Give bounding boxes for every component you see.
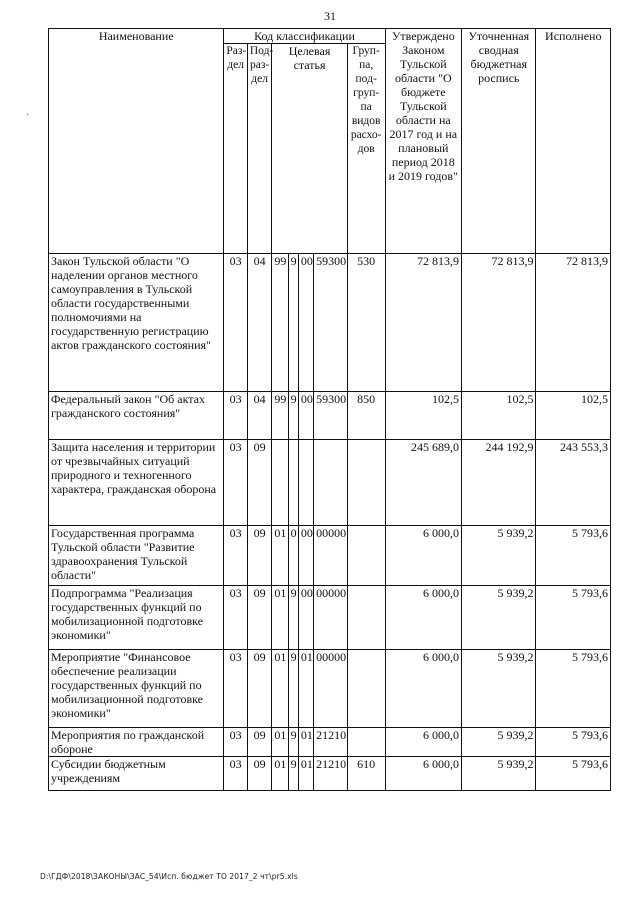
header-podrazdel: Под-раз-дел [247, 44, 271, 254]
row-name: Федеральный закон "Об актах гражданского состояния" [49, 392, 224, 440]
table-row [49, 586, 611, 650]
row-target-direction: 59300 [314, 392, 348, 440]
row-target-direction: 21210 [314, 728, 348, 757]
header-approved: Утверждено Законом Тульской области "О бюджете Тульской области на 2017 год и на плановый период 2018 и 2019 годов" [385, 29, 461, 254]
row-executed: 72 813,9 [536, 254, 611, 392]
row-target-subprogram: 9 [288, 728, 298, 757]
row-podrazdel: 09 [247, 586, 271, 650]
row-approved: 6 000,0 [385, 526, 461, 586]
row-name: Государственная программа Тульской области "Развитие здравоохранения Тульской области" [49, 526, 224, 586]
row-target-event: 00 [298, 586, 313, 650]
row-target-event: 00 [298, 392, 313, 440]
row-executed: 5 793,6 [536, 757, 611, 791]
row-target-subprogram: 9 [288, 757, 298, 791]
row-podrazdel: 09 [247, 728, 271, 757]
row-podrazdel: 04 [247, 254, 271, 392]
row-target-event: 00 [298, 254, 313, 392]
file-path-footer: D:\ГДФ\2018\ЗАКОНЫ\ЗАС_54\Исп. бюджет ТО 2017_2 чт\pr5.xls [40, 872, 298, 881]
row-executed: 5 793,6 [536, 650, 611, 728]
row-expense-group: 610 [347, 757, 385, 791]
row-target-program: 01 [272, 757, 288, 791]
row-razdel: 03 [224, 392, 247, 440]
row-target-subprogram [288, 440, 298, 526]
table-row [49, 392, 611, 440]
row-target-event: 01 [298, 728, 313, 757]
table-row [49, 526, 611, 586]
header-target: Целевая статья [272, 44, 347, 254]
row-expense-group [347, 650, 385, 728]
row-approved: 6 000,0 [385, 650, 461, 728]
row-razdel: 03 [224, 526, 247, 586]
row-expense-group [347, 728, 385, 757]
page-number: 31 [324, 9, 336, 23]
row-target-subprogram: 0 [288, 526, 298, 586]
table-row [49, 757, 611, 791]
header-group: Груп-па, под-груп-па видов расхо-дов [347, 44, 385, 254]
row-target-program: 99 [272, 254, 288, 392]
row-target-subprogram: 9 [288, 392, 298, 440]
row-podrazdel: 09 [247, 757, 271, 791]
table-row [49, 440, 611, 526]
row-refined: 5 939,2 [462, 586, 536, 650]
row-approved: 6 000,0 [385, 757, 461, 791]
row-target-event [298, 440, 313, 526]
row-executed: 102,5 [536, 392, 611, 440]
header-classification: Код классификации [224, 29, 385, 44]
row-refined: 72 813,9 [462, 254, 536, 392]
row-expense-group [347, 526, 385, 586]
row-target-program: 01 [272, 728, 288, 757]
row-refined: 5 939,2 [462, 650, 536, 728]
row-approved: 6 000,0 [385, 728, 461, 757]
row-target-event: 01 [298, 650, 313, 728]
row-target-subprogram: 9 [288, 650, 298, 728]
row-target-direction: 00000 [314, 526, 348, 586]
row-executed: 5 793,6 [536, 728, 611, 757]
row-name: Подпрограмма "Реализация государственных функций по мобилизационной подготовке экономики" [49, 586, 224, 650]
row-expense-group: 850 [347, 392, 385, 440]
row-target-event: 01 [298, 757, 313, 791]
stray-mark: ' [27, 112, 29, 122]
row-name: Защита населения и территории от чрезвычайных ситуаций природного и техногенного характера, гражданская оборона [49, 440, 224, 526]
header-executed: Исполнено [536, 29, 611, 254]
row-podrazdel: 09 [247, 526, 271, 586]
row-name: Мероприятия по гражданской обороне [49, 728, 224, 757]
header-refined: Уточненная сводная бюджетная роспись [462, 29, 536, 254]
row-target-direction: 59300 [314, 254, 348, 392]
row-target-event: 00 [298, 526, 313, 586]
row-target-program: 01 [272, 586, 288, 650]
row-name: Субсидии бюджетным учреждениям [49, 757, 224, 791]
row-expense-group: 530 [347, 254, 385, 392]
row-approved: 72 813,9 [385, 254, 461, 392]
row-refined: 5 939,2 [462, 728, 536, 757]
row-podrazdel: 09 [247, 440, 271, 526]
row-razdel: 03 [224, 440, 247, 526]
row-podrazdel: 04 [247, 392, 271, 440]
budget-table [48, 28, 611, 791]
table-row [49, 728, 611, 757]
row-expense-group [347, 586, 385, 650]
row-name: Закон Тульской области "О наделении органов местного самоуправления в Тульской области государственными полномочиями на государственную регистрацию актов гражданского состояния" [49, 254, 224, 392]
row-approved: 6 000,0 [385, 586, 461, 650]
table-row [49, 650, 611, 728]
row-target-subprogram: 9 [288, 254, 298, 392]
row-name: Мероприятие "Финансовое обеспечение реализации государственных функций по мобилизационной подготовке экономики" [49, 650, 224, 728]
row-razdel: 03 [224, 650, 247, 728]
row-executed: 5 793,6 [536, 586, 611, 650]
row-target-direction: 00000 [314, 586, 348, 650]
header-name: Наименование [49, 29, 224, 254]
row-target-program: 99 [272, 392, 288, 440]
row-approved: 102,5 [385, 392, 461, 440]
row-target-program: 01 [272, 650, 288, 728]
row-refined: 5 939,2 [462, 526, 536, 586]
row-target-subprogram: 9 [288, 586, 298, 650]
row-target-direction: 21210 [314, 757, 348, 791]
row-approved: 245 689,0 [385, 440, 461, 526]
row-razdel: 03 [224, 757, 247, 791]
table-row [49, 254, 611, 392]
row-target-program: 01 [272, 526, 288, 586]
row-refined: 5 939,2 [462, 757, 536, 791]
row-target-program [272, 440, 288, 526]
row-razdel: 03 [224, 728, 247, 757]
row-razdel: 03 [224, 254, 247, 392]
row-expense-group [347, 440, 385, 526]
header-razdel: Раз-дел [224, 44, 247, 254]
row-refined: 244 192,9 [462, 440, 536, 526]
row-target-direction: 00000 [314, 650, 348, 728]
row-executed: 5 793,6 [536, 526, 611, 586]
row-refined: 102,5 [462, 392, 536, 440]
row-razdel: 03 [224, 586, 247, 650]
row-target-direction [314, 440, 348, 526]
row-podrazdel: 09 [247, 650, 271, 728]
row-executed: 243 553,3 [536, 440, 611, 526]
